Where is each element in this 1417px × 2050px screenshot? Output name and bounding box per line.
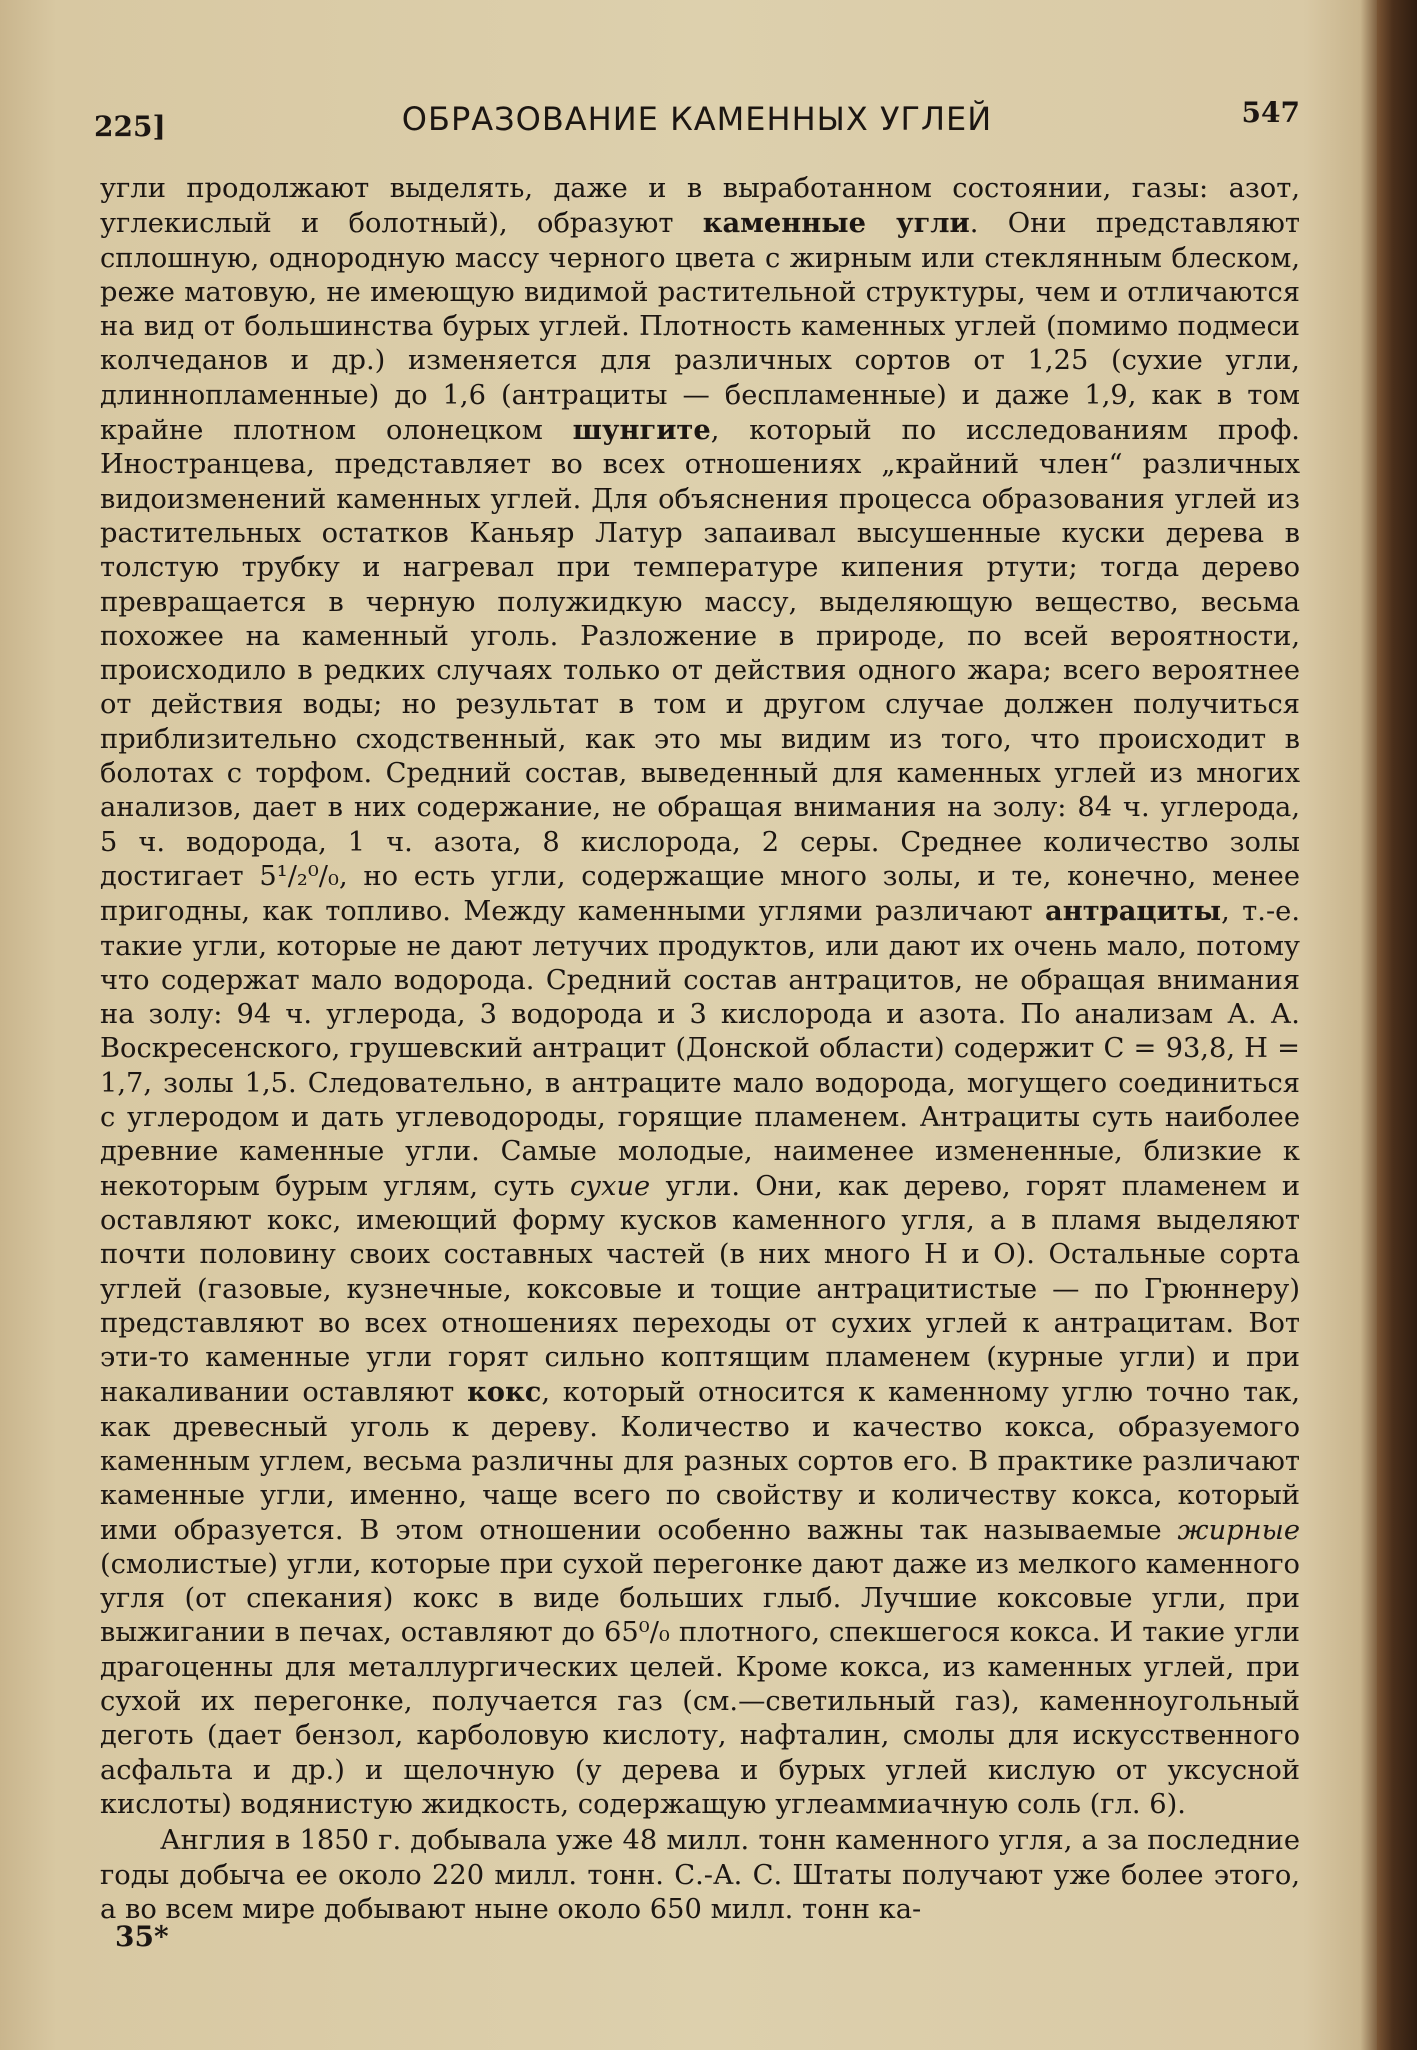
running-header: [94, 90, 1300, 150]
bold-term: шунгите: [572, 414, 711, 447]
text-run: . Они представляют сплошную, однородную массу черного цвета с жирным или стеклянным блеском, реже матовую, не имеющую видимой растительной структуры, чем и отличаются на вид от большинства бурых углей. Плотность каменных углей (помимо подмеси колчеданов и др.) изменяется для различных сортов от 1,25 (сухие угли, длиннопламенные) до 1,6 (антрациты — беспламенные) и даже 1,9, как в том крайне плотном олонецком: [100, 208, 1300, 447]
italic-term: сухие: [569, 1170, 651, 1202]
text-run: (смолистые) угли, которые при сухой перегонке дают даже из мелкого каменного угля (от спекания) кокс в виде больших глыб. Лучшие коксовые угли, при выжигании в печах, оставляют до 65⁰/₀ плотного, спекшегося кокса. И такие угли драгоценны для металлургических целей. Кроме кокса, из каменных углей, при сухой их перегонке, получается газ (см.—светильный газ), каменноугольный деготь (дает бензол, карболовую кислоту, нафталин, смолы для искусственного асфальта и др.) и щелочную (у дерева и бурых углей кислую от уксусной кислоты) водянистую жидкость, содержащую углеаммиачную соль (гл. 6).: [100, 1548, 1300, 1820]
text-run: , который по исследованиям проф. Иностранцева, представляет во всех отношениях „крайний член“ различных видоизменений каменных углей. Для объяснения процесса образования углей из растительных остатков Каньяр Латур запаивал высушенные куски дерева в толстую трубку и нагревал при температуре кипения ртути; тогда дерево превращается в черную полужидкую массу, выделяющую вещество, весьма похожее на каменный уголь. Разложение в природе, по всей вероятности, происходило в редких случаях только от действия одного жара; всего вероятнее от действия воды; но результат в том и другом случае должен получиться приблизительно сходственный, как это мы видим из того, что происходит в болотах с торфом. Средний состав, выведенный для каменных углей из многих анализов, дает в них содержание, не обращая внимания на золу: 84 ч. углерода, 5 ч. водорода, 1 ч. азота, 8 кислорода, 2 серы. Среднее количество золы достигает 5¹/₂⁰/₀, но есть угли, содержащие много золы, и те, конечно, менее пригодны, как топливо. Между каменными углями различают: [100, 415, 1300, 928]
body-text: [100, 172, 1300, 1927]
text-run: , который относится к каменному углю точно так, как древесный уголь к дереву. Количество и качество кокса, образуемого каменным углем, весьма различны для разных сортов его. В практике различают каменные угли, именно, чаще всего по свойству и количеству кокса, который ими образуется. В этом отношении особенно важны так называемые: [100, 1377, 1300, 1546]
bold-term: каменные угли: [702, 207, 970, 240]
italic-term: жирные: [1177, 1514, 1300, 1546]
paragraph-1: [100, 172, 1300, 1822]
section-number: 225]: [94, 110, 166, 143]
book-spine-edge: [1377, 0, 1417, 2050]
paragraph-2: Англия в 1850 г. добывала уже 48 милл. тонн каменного угля, а за последние годы добыча ее около 220 милл. тонн. С.-А. С. Штаты получают уже более этого, а во всем мире добывают ныне около 650 милл. тонн ка-: [100, 1825, 1300, 1925]
text-run: , т.-е. такие угли, которые не дают летучих продуктов, или дают их очень мало, потому что содержат мало водорода. Средний состав антрацитов, не обращая внимания на золу: 94 ч. углерода, 3 водорода и 3 кислорода и азота. По анализам А. А. Воскресенского, грушевский антрацит (Донской области) содержит C = 93,8, H = 1,7, золы 1,5. Следовательно, в антраците мало водорода, могущего соединиться с углеродом и дать углеводороды, горящие пламенем. Антрациты суть наиболее древние каменные угли. Самые молодые, наименее измененные, близкие к некоторым бурым углям, суть: [100, 896, 1300, 1202]
page-number: 547: [1241, 96, 1300, 129]
bold-term: антрациты: [1045, 895, 1222, 928]
page-title: ОБРАЗОВАНИЕ КАМЕННЫХ УГЛЕЙ: [401, 100, 993, 138]
text-run: угли. Они, как дерево, горят пламенем и оставляют кокс, имеющий форму кусков каменного угля, а в пламя выделяют почти половину своих составных частей (в них много H и O). Остальные сорта углей (газовые, кузнечные, коксовые и тощие антрацитистые — по Грюннеру) представляют во всех отношениях переходы от сухих углей к антрацитам. Вот эти-то каменные угли горят сильно коптящим пламенем (курные угли) и при накаливании оставляют: [100, 1170, 1301, 1409]
signature-mark: 35*: [115, 1920, 169, 1953]
book-page: [60, 90, 1350, 1990]
text-run: угли продолжают выделять, даже и в выработанном состоянии, газы: азот, углекислый и болотный), образуют: [100, 173, 1300, 240]
bold-term: кокс: [467, 1376, 542, 1409]
